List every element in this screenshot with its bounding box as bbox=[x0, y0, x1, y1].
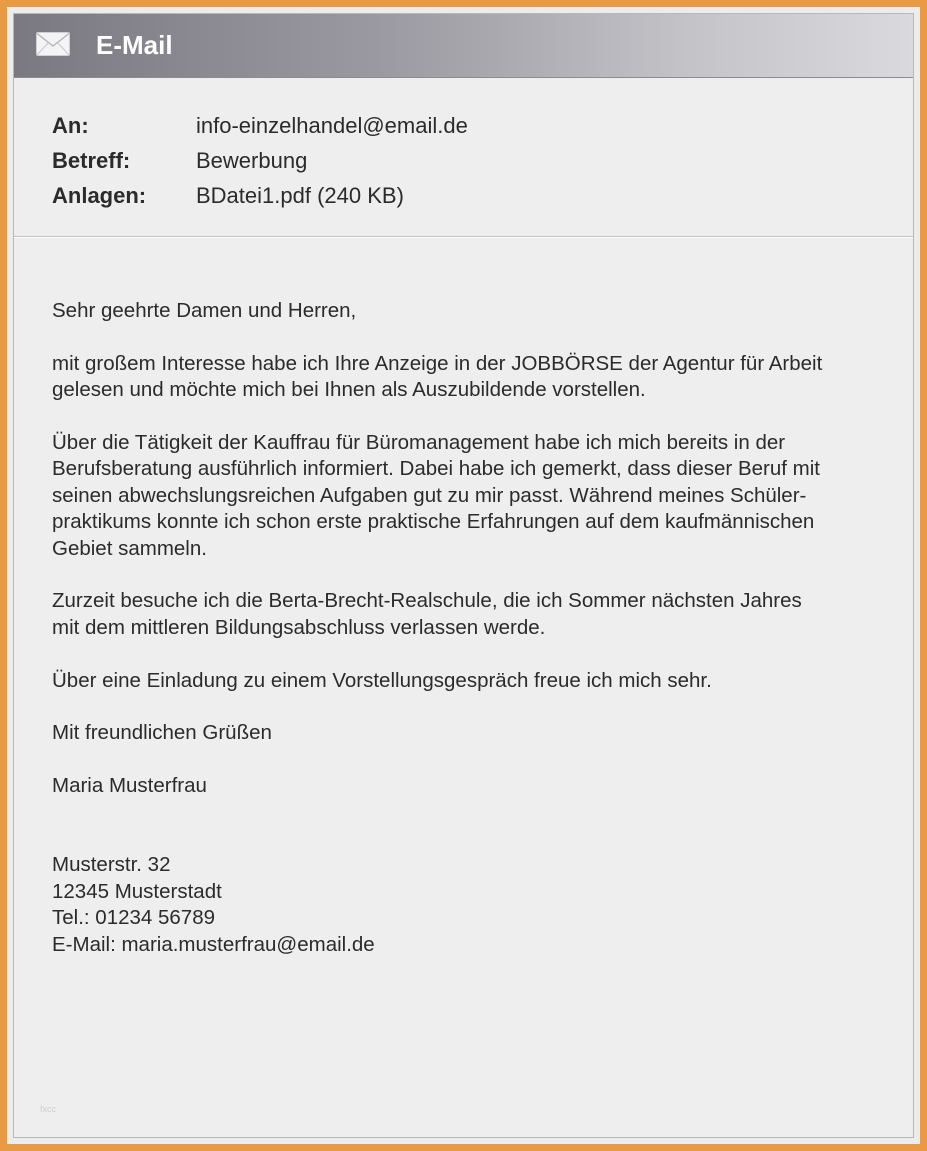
email-headers bbox=[52, 108, 468, 213]
header-row-attachments bbox=[52, 178, 468, 213]
body-paragraph: Zurzeit besuche ich die Berta-Brecht-Realschule, die ich Sommer nächsten Jahres mit dem mittleren Bildungsabschluss verlassen werde. bbox=[52, 589, 802, 639]
sender-address bbox=[52, 852, 892, 958]
email-window bbox=[13, 13, 914, 1138]
header-row-subject bbox=[52, 143, 468, 178]
body-paragraph: Über eine Einladung zu einem Vorstellungsgespräch freue ich mich sehr. bbox=[52, 668, 712, 692]
body-paragraph: Über die Tätigkeit der Kauffrau für Büromanagement habe ich mich bereits in der Berufsberatung ausführlich informiert. Dabei habe ich gemerkt, dass dieser Beruf mit seinen abwechslungsreichen Aufgaben gut zu mir passt. Während meines Schüler- praktikums konnte ich schon erste praktische Erfahrungen auf dem kaufmännischen Gebiet sammeln. bbox=[52, 431, 820, 560]
address-street: Musterstr. 32 bbox=[52, 853, 171, 877]
email-body bbox=[52, 298, 892, 958]
to-label: An: bbox=[52, 113, 89, 138]
attachment-link[interactable]: BDatei1.pdf (240 KB) bbox=[196, 183, 404, 208]
email-titlebar bbox=[14, 14, 913, 78]
address-phone: Tel.: 01234 56789 bbox=[52, 906, 215, 930]
envelope-icon bbox=[36, 32, 70, 56]
closing: Mit freundlichen Grüßen bbox=[52, 721, 272, 745]
greeting: Sehr geehrte Damen und Herren, bbox=[52, 299, 357, 322]
attachments-label: Anlagen: bbox=[52, 183, 147, 208]
watermark-text: fxcc bbox=[40, 1104, 57, 1114]
window-title: E-Mail bbox=[96, 30, 173, 60]
header-row-to bbox=[52, 108, 468, 143]
subject-label: Betreff: bbox=[52, 148, 131, 173]
subject-value[interactable]: Bewerbung bbox=[196, 148, 308, 173]
sender-name: Maria Musterfrau bbox=[52, 774, 207, 798]
signature-spacer bbox=[52, 826, 892, 852]
to-value[interactable]: info-einzelhandel@email.de bbox=[196, 113, 468, 138]
address-city: 12345 Musterstadt bbox=[52, 879, 222, 903]
body-paragraph: mit großem Interesse habe ich Ihre Anzeige in der JOBBÖRSE der Agentur für Arbeit gelesen und möchte mich bei Ihnen als Auszubildende vorstellen. bbox=[52, 351, 823, 402]
header-divider bbox=[14, 236, 913, 238]
address-email[interactable]: E-Mail: maria.musterfrau@email.de bbox=[52, 932, 375, 956]
